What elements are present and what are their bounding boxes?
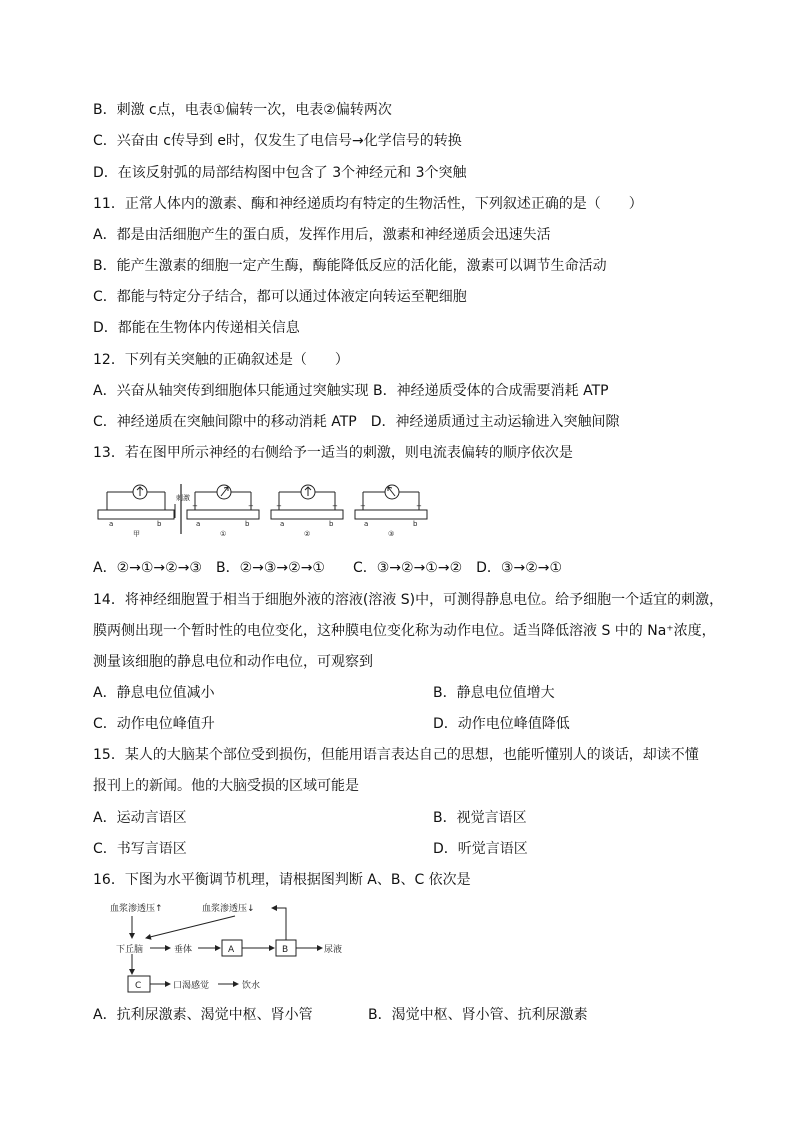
figure-13-galvanometers <box>95 478 435 540</box>
option-d-q10: D．在该反射弧的局部结构图中包含了 3个神经元和 3个突触 <box>93 165 467 181</box>
figure-16-water-balance <box>110 898 370 998</box>
question-15-line1: 15．某人的大脑某个部位受到损伤，但能用语言表达自己的思想，也能听懂别人的谈话，却读不懂 <box>93 747 699 763</box>
hypothalamus-label: 下丘脑 <box>116 945 144 955</box>
label-circle-3: ③ <box>388 530 395 538</box>
options-q13: A．②→①→②→③ B．②→③→②→① C．③→②→①→② D．③→②→① <box>93 560 563 576</box>
plus-1: + <box>192 502 198 510</box>
label-a-3: a <box>364 520 369 528</box>
options-cd-q12: C．神经递质在突触间隙中的移动消耗 ATP D．神经递质通过主动运输进入突触间隙 <box>93 414 620 430</box>
option-d-q11: D．都能在生物体内传递相关信息 <box>93 320 300 336</box>
nerve-fiber-3 <box>355 510 427 519</box>
box-b-label: B <box>282 945 289 955</box>
label-a-jia: a <box>109 520 114 528</box>
options-ab-q14: A．静息电位值减小 B．静息电位值增大 <box>93 685 555 701</box>
minus-1: − <box>248 502 254 510</box>
question-14-line1: 14．将神经细胞置于相当于细胞外液的溶液(溶液 S)中，可测得静息电位。给予细胞一个适宜的刺激， <box>93 592 724 608</box>
label-a-2: a <box>280 520 285 528</box>
pituitary-label: 垂体 <box>174 945 193 955</box>
label-b-1: b <box>245 520 250 528</box>
nerve-fiber-2 <box>271 510 343 519</box>
option-c-q11: C．都能与特定分子结合，都可以通过体液定向转运至靶细胞 <box>93 289 467 305</box>
question-14-line2: 膜两侧出现一个暂时性的电位变化，这种膜电位变化称为动作电位。适当降低溶液 S 中的 Na⁺浓度， <box>93 623 716 639</box>
box-a-label: A <box>228 945 235 955</box>
option-a-q11: A．都是由活细胞产生的蛋白质，发挥作用后，激素和神经递质会迅速失活 <box>93 227 551 243</box>
options-cd-q14: C．动作电位峰值升 D．动作电位峰值降低 <box>93 716 570 732</box>
plus-2b: + <box>332 502 338 510</box>
question-12: 12．下列有关突触的正确叙述是（ ） <box>93 352 349 368</box>
option-b-q10: B．刺激 c点，电表①偏转一次，电表②偏转两次 <box>93 102 392 118</box>
options-cd-q15: C．书写言语区 D．听觉言语区 <box>93 841 528 857</box>
thirst-label: 口渴感觉 <box>173 981 210 991</box>
question-13: 13．若在图甲所示神经的右侧给予一适当的刺激，则电流表偏转的顺序依次是 <box>93 445 573 461</box>
question-11: 11．正常人体内的激素、酶和神经递质均有特定的生物活性，下列叙述正确的是（ ） <box>93 196 643 212</box>
question-15-line2: 报刊上的新闻。他的大脑受损的区域可能是 <box>93 778 359 794</box>
label-b-3: b <box>413 520 418 528</box>
osmotic-down: 血浆渗透压↓ <box>202 904 255 914</box>
minus-3: − <box>360 502 366 510</box>
drink-label: 饮水 <box>242 981 261 991</box>
nerve-fiber-1 <box>187 510 259 519</box>
options-ab-q12: A．兴奋从轴突传到细胞体只能通过突触实现 B．神经递质受体的合成需要消耗 ATP <box>93 383 609 399</box>
stimulus-label: 刺激 <box>176 494 190 502</box>
question-14-line3: 测量该细胞的静息电位和动作电位，可观察到 <box>93 654 373 670</box>
label-circle-2: ② <box>304 530 311 538</box>
plus-2: + <box>276 502 282 510</box>
label-b-2: b <box>329 520 334 528</box>
urine-label: 尿液 <box>324 945 343 955</box>
label-circle-1: ① <box>220 530 227 538</box>
nerve-fiber-jia <box>98 510 174 519</box>
options-ab-q16: A．抗利尿激素、渴觉中枢、肾小管 B．渴觉中枢、肾小管、抗利尿激素 <box>93 1007 588 1023</box>
question-16: 16．下图为水平衡调节机理，请根据图判断 A、B、C 依次是 <box>93 872 471 888</box>
label-b-jia: b <box>157 520 162 528</box>
label-jia: 甲 <box>133 530 140 538</box>
label-a-1: a <box>196 520 201 528</box>
box-c-label: C <box>135 981 142 991</box>
option-c-q10: C．兴奋由 c传导到 e时，仅发生了电信号→化学信号的转换 <box>93 133 462 149</box>
osmotic-up: 血浆渗透压↑ <box>110 904 163 914</box>
plus-3: + <box>416 502 422 510</box>
options-ab-q15: A．运动言语区 B．视觉言语区 <box>93 810 527 826</box>
option-b-q11: B．能产生激素的细胞一定产生酶，酶能降低反应的活化能，激素可以调节生命活动 <box>93 258 607 274</box>
